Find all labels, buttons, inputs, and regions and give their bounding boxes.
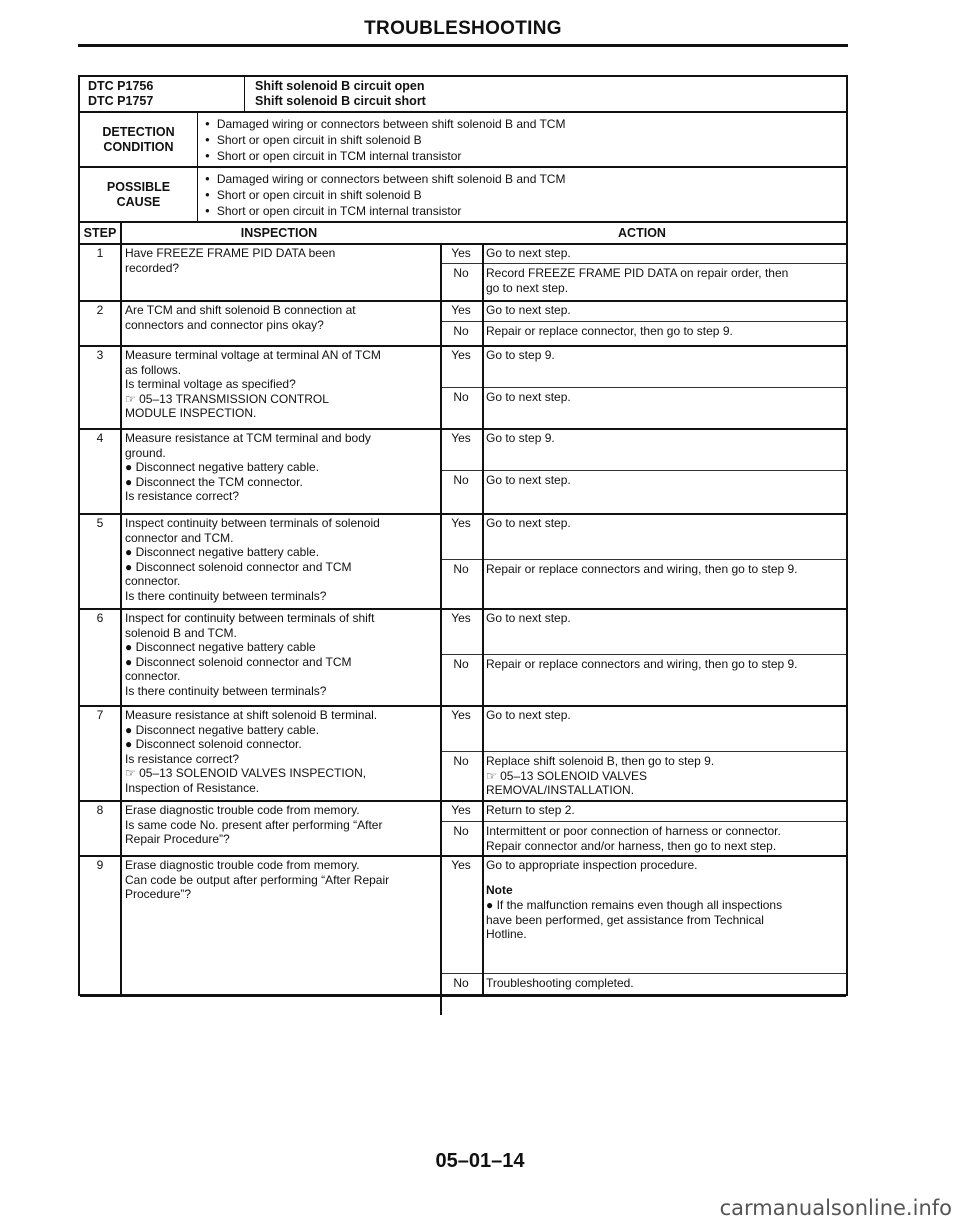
yes-label: Yes [451, 611, 471, 625]
column-divider [440, 243, 442, 1015]
no-action: Go to next step. [486, 473, 571, 487]
list-item: ● Short or open circuit in TCM internal transistor [205, 204, 565, 220]
yes-action: Go to next step. [486, 516, 571, 530]
row-divider [80, 300, 846, 302]
page-number: 05–01–14 [435, 1150, 525, 1172]
dtc-codes [80, 77, 245, 111]
yes-action: Go to appropriate inspection procedure. [486, 858, 698, 872]
no-action: Replace shift solenoid B, then go to step 9. ☞ 05–13 SOLENOID VALVES REMOVAL/INSTALLATION. [486, 754, 715, 797]
list-item: ● Damaged wiring or connectors between shift solenoid B and TCM [205, 172, 565, 188]
no-label: No [453, 473, 469, 487]
page-title: TROUBLESHOOTING [364, 18, 562, 39]
inspection-text: Inspect for continuity between terminals of shift solenoid B and TCM. ● Disconnect negative battery cable ● Disconnect solenoid connector and TCM connector. Is there continuity between terminals? [125, 611, 375, 698]
dtc-block [78, 75, 848, 111]
row-divider [80, 428, 846, 430]
column-header-inspection: INSPECTION [240, 226, 318, 240]
step-number: 9 [96, 858, 104, 872]
yes-label: Yes [451, 303, 471, 317]
yes-label: Yes [451, 858, 471, 872]
note-heading: Note [486, 883, 513, 897]
detection-condition-block [78, 111, 848, 166]
inspection-text: Have FREEZE FRAME PID DATA been recorded? [125, 246, 336, 275]
yes-label: Yes [451, 431, 471, 445]
inspection-text: Measure resistance at shift solenoid B terminal. ● Disconnect negative battery cable. ● Disconnect solenoid connector. Is resistance correct? ☞ 05–13 SOLENOID VALVES INSPECTION, Inspection of Resistance. [125, 708, 378, 795]
yes-label: Yes [451, 348, 471, 362]
list-item: ● Short or open circuit in shift solenoid B [205, 133, 565, 149]
row-divider [80, 705, 846, 707]
yes-action: Go to next step. [486, 246, 571, 260]
yes-label: Yes [451, 246, 471, 260]
no-action: Go to next step. [486, 390, 571, 404]
title-rule [78, 44, 848, 47]
yes-action: Go to next step. [486, 708, 571, 722]
column-header-step: STEP [83, 226, 117, 240]
yes-action: Return to step 2. [486, 803, 575, 817]
inspection-text: Measure terminal voltage at terminal AN of TCM as follows. Is terminal voltage as specified? ☞ 05–13 TRANSMISSION CONTROL MODULE INSPECTION. [125, 348, 381, 420]
step-number: 3 [96, 348, 104, 362]
no-label: No [453, 266, 469, 280]
no-label: No [453, 754, 469, 768]
column-header-action: ACTION [618, 226, 666, 240]
detection-condition-label: DETECTION CONDITION [80, 113, 198, 166]
no-label: No [453, 976, 469, 990]
inspection-text: Erase diagnostic trouble code from memory. Is same code No. present after performing “After Repair Procedure”? [125, 803, 383, 846]
yes-no-divider [440, 263, 846, 264]
row-divider [80, 345, 846, 347]
watermark: carmanualsonline.info [719, 1196, 952, 1220]
no-action: Repair or replace connector, then go to step 9. [486, 324, 733, 338]
dtc-code: DTC P1757 [88, 94, 154, 108]
header-divider [80, 243, 846, 245]
dtc-descriptions [245, 77, 426, 109]
column-divider [120, 223, 122, 995]
yes-no-divider [440, 559, 846, 560]
yes-label: Yes [451, 803, 471, 817]
step-number: 5 [96, 516, 104, 530]
step-number: 4 [96, 431, 104, 445]
yes-action: Go to next step. [486, 303, 571, 317]
yes-no-divider [440, 821, 846, 822]
inspection-text: Are TCM and shift solenoid B connection at connectors and connector pins okay? [125, 303, 356, 332]
detection-condition-list [205, 117, 565, 165]
step-number: 2 [96, 303, 104, 317]
row-divider [80, 513, 846, 515]
yes-no-divider [440, 654, 846, 655]
list-item: ● Short or open circuit in shift solenoid B [205, 188, 565, 204]
yes-action: Go to step 9. [486, 431, 555, 445]
yes-label: Yes [451, 708, 471, 722]
no-label: No [453, 824, 469, 838]
inspection-text: Erase diagnostic trouble code from memory. Can code be output after performing “After Repair Procedure”? [125, 858, 390, 901]
possible-cause-label: POSSIBLE CAUSE [80, 168, 198, 221]
column-divider [482, 243, 484, 995]
no-label: No [453, 657, 469, 671]
step-number: 6 [96, 611, 104, 625]
row-divider [80, 995, 846, 997]
inspection-text: Measure resistance at TCM terminal and body ground. ● Disconnect negative battery cable. ● Disconnect the TCM connector. Is resistance correct? [125, 431, 371, 503]
dtc-description: Shift solenoid B circuit short [255, 94, 426, 108]
yes-label: Yes [451, 516, 471, 530]
yes-no-divider [440, 973, 846, 974]
no-label: No [453, 562, 469, 576]
row-divider [80, 608, 846, 610]
possible-cause-list [205, 172, 565, 220]
yes-action: Go to next step. [486, 611, 571, 625]
no-label: No [453, 324, 469, 338]
yes-no-divider [440, 321, 846, 322]
no-action: Repair or replace connectors and wiring, then go to step 9. [486, 657, 798, 671]
yes-no-divider [440, 470, 846, 471]
yes-no-divider [440, 751, 846, 752]
note-text: ● If the malfunction remains even though all inspections have been performed, get assistance from Technical Hotline. [486, 898, 783, 941]
no-action: Intermittent or poor connection of harness or connector. Repair connector and/or harness, then go to next step. [486, 824, 781, 853]
dtc-description: Shift solenoid B circuit open [255, 79, 425, 93]
steps-table [78, 221, 848, 996]
row-divider [80, 855, 846, 857]
no-action: Record FREEZE FRAME PID DATA on repair order, then go to next step. [486, 266, 789, 295]
dtc-code: DTC P1756 [88, 79, 154, 93]
step-number: 8 [96, 803, 104, 817]
no-label: No [453, 390, 469, 404]
possible-cause-block [78, 166, 848, 221]
yes-no-divider [440, 387, 846, 388]
no-action: Repair or replace connectors and wiring, then go to step 9. [486, 562, 798, 576]
no-action: Troubleshooting completed. [486, 976, 634, 990]
step-number: 1 [96, 246, 104, 260]
row-divider [80, 800, 846, 802]
list-item: ● Damaged wiring or connectors between shift solenoid B and TCM [205, 117, 565, 133]
list-item: ● Short or open circuit in TCM internal transistor [205, 149, 565, 165]
inspection-text: Inspect continuity between terminals of solenoid connector and TCM. ● Disconnect negative battery cable. ● Disconnect solenoid connector and TCM connector. Is there continuity between terminals? [125, 516, 380, 603]
step-number: 7 [96, 708, 104, 722]
yes-action: Go to step 9. [486, 348, 555, 362]
